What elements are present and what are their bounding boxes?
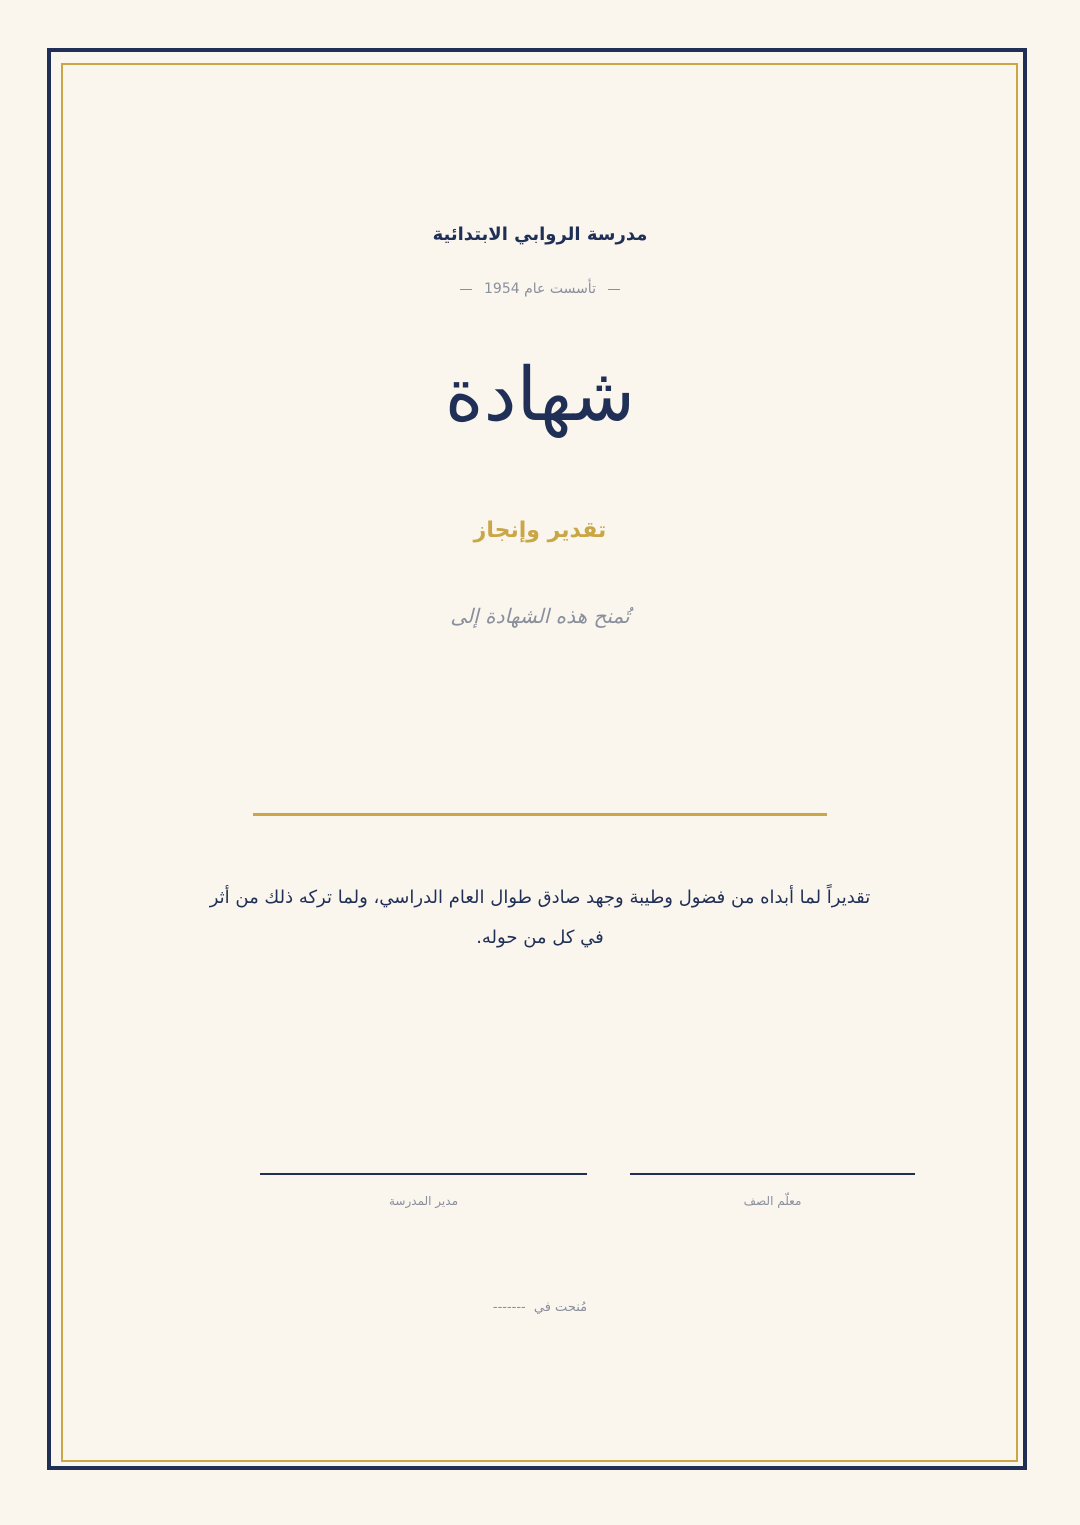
- certificate-inner-border: [61, 63, 1018, 1462]
- teacher-signature-line: [630, 1173, 915, 1175]
- founded-dash-left: [460, 289, 472, 290]
- date-value: -------: [492, 1300, 526, 1315]
- certificate-title: شهادة: [444, 352, 636, 438]
- founded-text: تأسست عام 1954: [484, 281, 596, 297]
- recipient-name-line: [253, 813, 827, 816]
- principal-label: مدير المدرسة: [388, 1194, 458, 1208]
- principal-signature-line: [260, 1173, 587, 1175]
- founded-dash-right: [608, 289, 620, 290]
- certificate-subtitle: تقدير وإنجاز: [473, 518, 607, 543]
- founded-year: [0, 281, 1080, 297]
- teacher-label: معلّم الصف: [743, 1194, 802, 1208]
- date-label: مُنحت في: [533, 1300, 588, 1315]
- certificate-body: تقديراً لما أبداه من فضول وطيبة وجهد صادق طوال العام الدراسي، ولما تركه ذلك من أثر في كل من حوله.: [209, 887, 871, 948]
- school-name: مدرسة الروابي الابتدائية: [432, 224, 648, 245]
- date-row: [0, 1300, 1080, 1315]
- granted-to-text: تُمنح هذه الشهادة إلى: [450, 604, 630, 628]
